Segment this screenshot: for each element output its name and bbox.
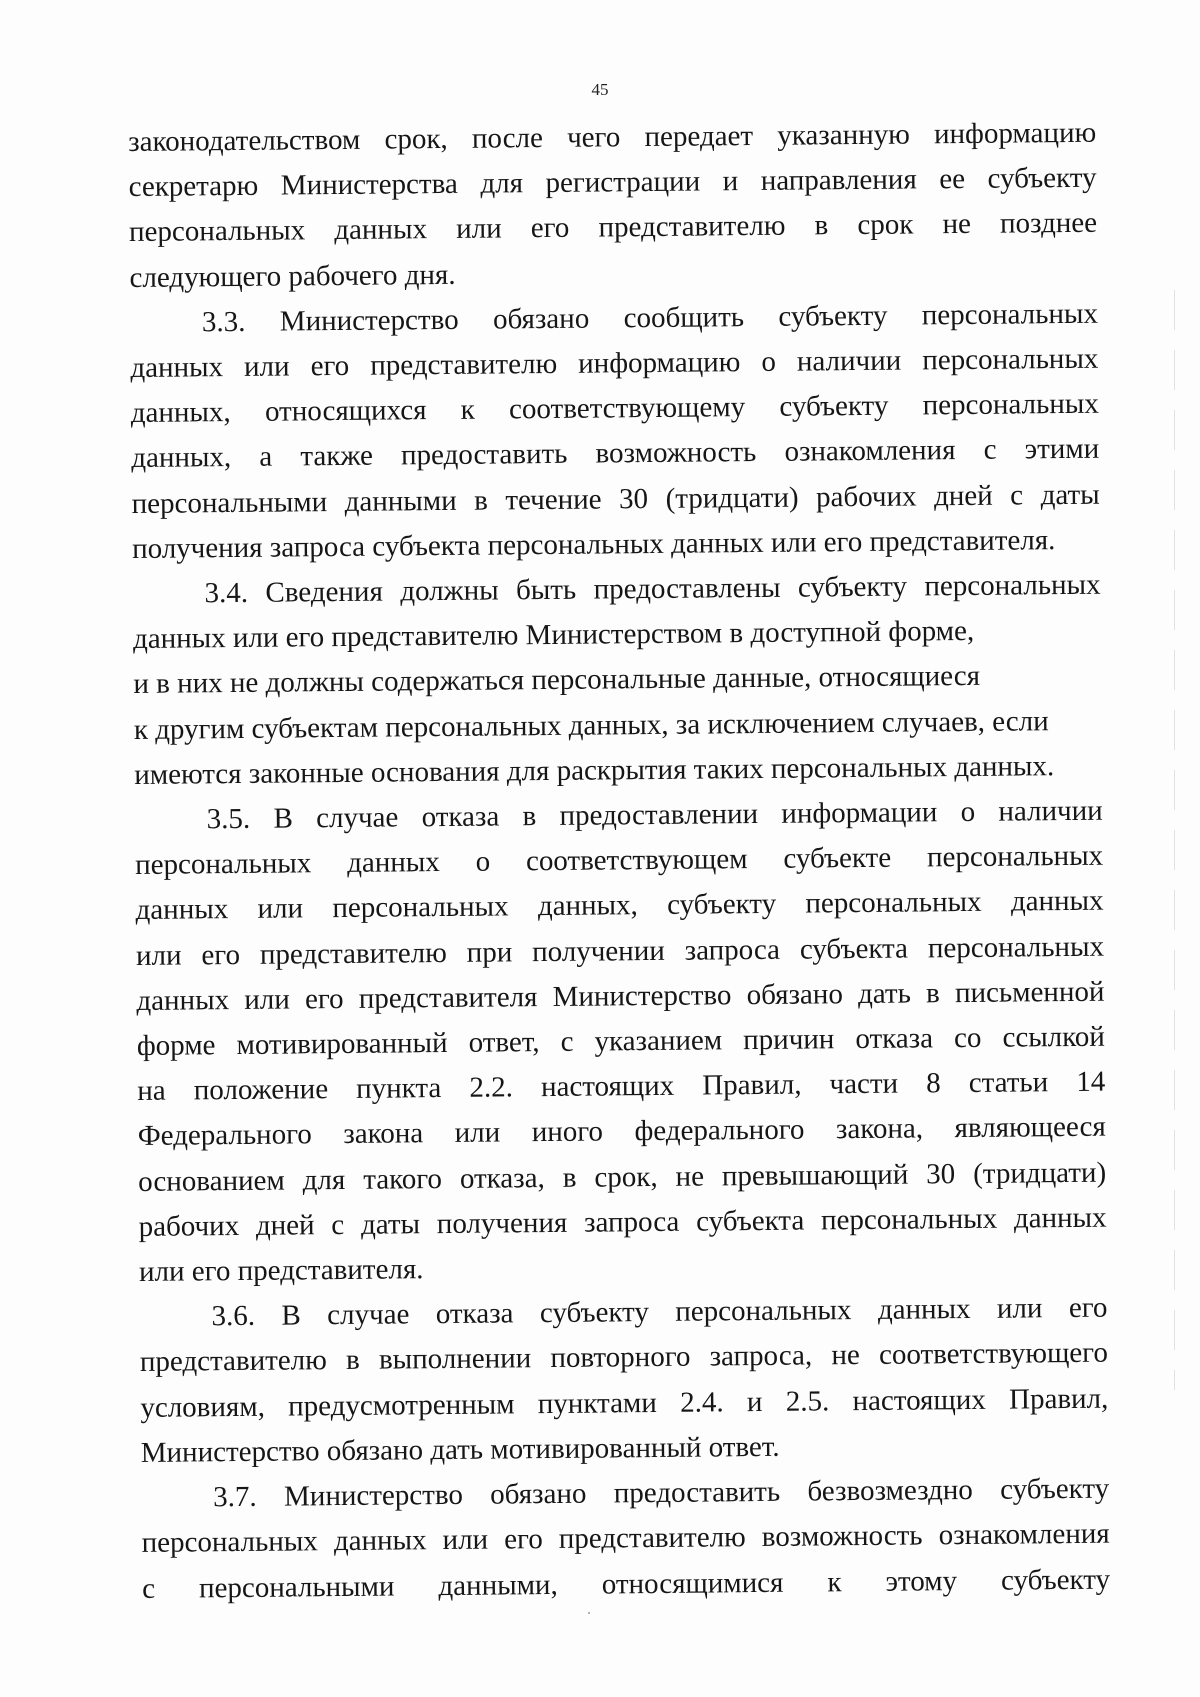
text-line: законодательством срок, после чего передает указанную информацию — [128, 116, 1097, 158]
paragraph-3-7 — [141, 1467, 1110, 1612]
text-line: данных или персональных данных, субъекту персональных данных — [135, 885, 1104, 927]
text-line: или его представителя. — [138, 1253, 424, 1289]
text-line: данных, относящихся к соответствующему субъекту персональных — [130, 387, 1099, 430]
text-line: персональными данными в течение 30 (тридцати) рабочих дней с даты — [131, 478, 1100, 520]
text-line: 3.5. В случае отказа в предоставлении информации о наличии — [206, 794, 1103, 836]
paragraph-3-3 — [130, 292, 1101, 572]
text-line: представителю в выполнении повторного запроса, не соответствующего — [139, 1337, 1109, 1379]
text-line: форме мотивированный ответ, с указанием причин отказа со ссылкой — [136, 1020, 1105, 1063]
text-line: с персональными данными, относящимися к этому субъекту — [141, 1563, 1111, 1605]
text-line: данных или его представителя Министерство обязано дать в письменной — [136, 975, 1105, 1017]
text-line: рабочих дней с даты получения запроса субъекта персональных данных — [138, 1201, 1107, 1243]
text-line: данных или его представителю Министерством в доступной форме, — [132, 615, 975, 656]
text-line: на положение пункта 2.2. настоящих Правил, части 8 статьи 14 — [137, 1065, 1106, 1108]
text-line: имеются законные основания для раскрытия таких персональных данных. — [134, 749, 1055, 791]
paragraph-continuation — [128, 111, 1098, 301]
document-body — [128, 111, 1110, 1612]
paragraph-3-6 — [139, 1286, 1109, 1476]
text-line: 3.4. Сведения должны быть предоставлены субъекту персональных — [204, 568, 1101, 610]
paragraph-3-4 — [132, 563, 1102, 798]
text-line: следующего рабочего дня. — [129, 258, 456, 294]
text-line: основанием для такого отказа, в срок, не превышающий 30 (тридцати) — [138, 1156, 1107, 1198]
text-line: получения запроса субъекта персональных данных или его представителя. — [131, 523, 1056, 565]
scan-edge-artifact — [1174, 290, 1175, 1390]
text-line: к другим субъектам персональных данных, за исключением случаев, если — [133, 704, 1049, 746]
page-number: 45 — [591, 80, 609, 99]
text-line: Федерального закона или иного федерального закона, являющееся — [137, 1111, 1106, 1153]
text-line: 3.3. Министерство обязано сообщить субъекту персональных — [201, 297, 1099, 339]
text-line: персональных данных или его представителю возможность ознакомления — [141, 1517, 1110, 1560]
text-line: данных, а также предоставить возможность ознакомления с этими — [131, 433, 1100, 475]
text-line: Министерство обязано дать мотивированный ответ. — [140, 1430, 780, 1469]
text-line: или его представителю при получении запроса субъекта персональных — [135, 930, 1105, 972]
text-line: персональных данных или его представителю в срок не позднее — [128, 207, 1098, 249]
text-line: персональных данных о соответствующем субъекте персональных — [135, 839, 1104, 882]
text-line: секретарю Министерства для регистрации и направления ее субъекту — [128, 161, 1097, 204]
scan-dot-artifact — [588, 1612, 590, 1614]
text-line: 3.7. Министерство обязано предоставить безвозмездно субъекту — [213, 1472, 1110, 1514]
text-line: данных или его представителю информацию о наличии персональных — [130, 342, 1099, 385]
paragraph-3-5 — [135, 789, 1108, 1296]
text-line: 3.6. В случае отказа субъекту персональных данных или его — [211, 1291, 1108, 1333]
text-line: и в них не должны содержаться персональные данные, относящиеся — [133, 660, 981, 701]
text-line: условиям, предусмотренным пунктами 2.4. и 2.5. настоящих Правил, — [140, 1382, 1109, 1424]
